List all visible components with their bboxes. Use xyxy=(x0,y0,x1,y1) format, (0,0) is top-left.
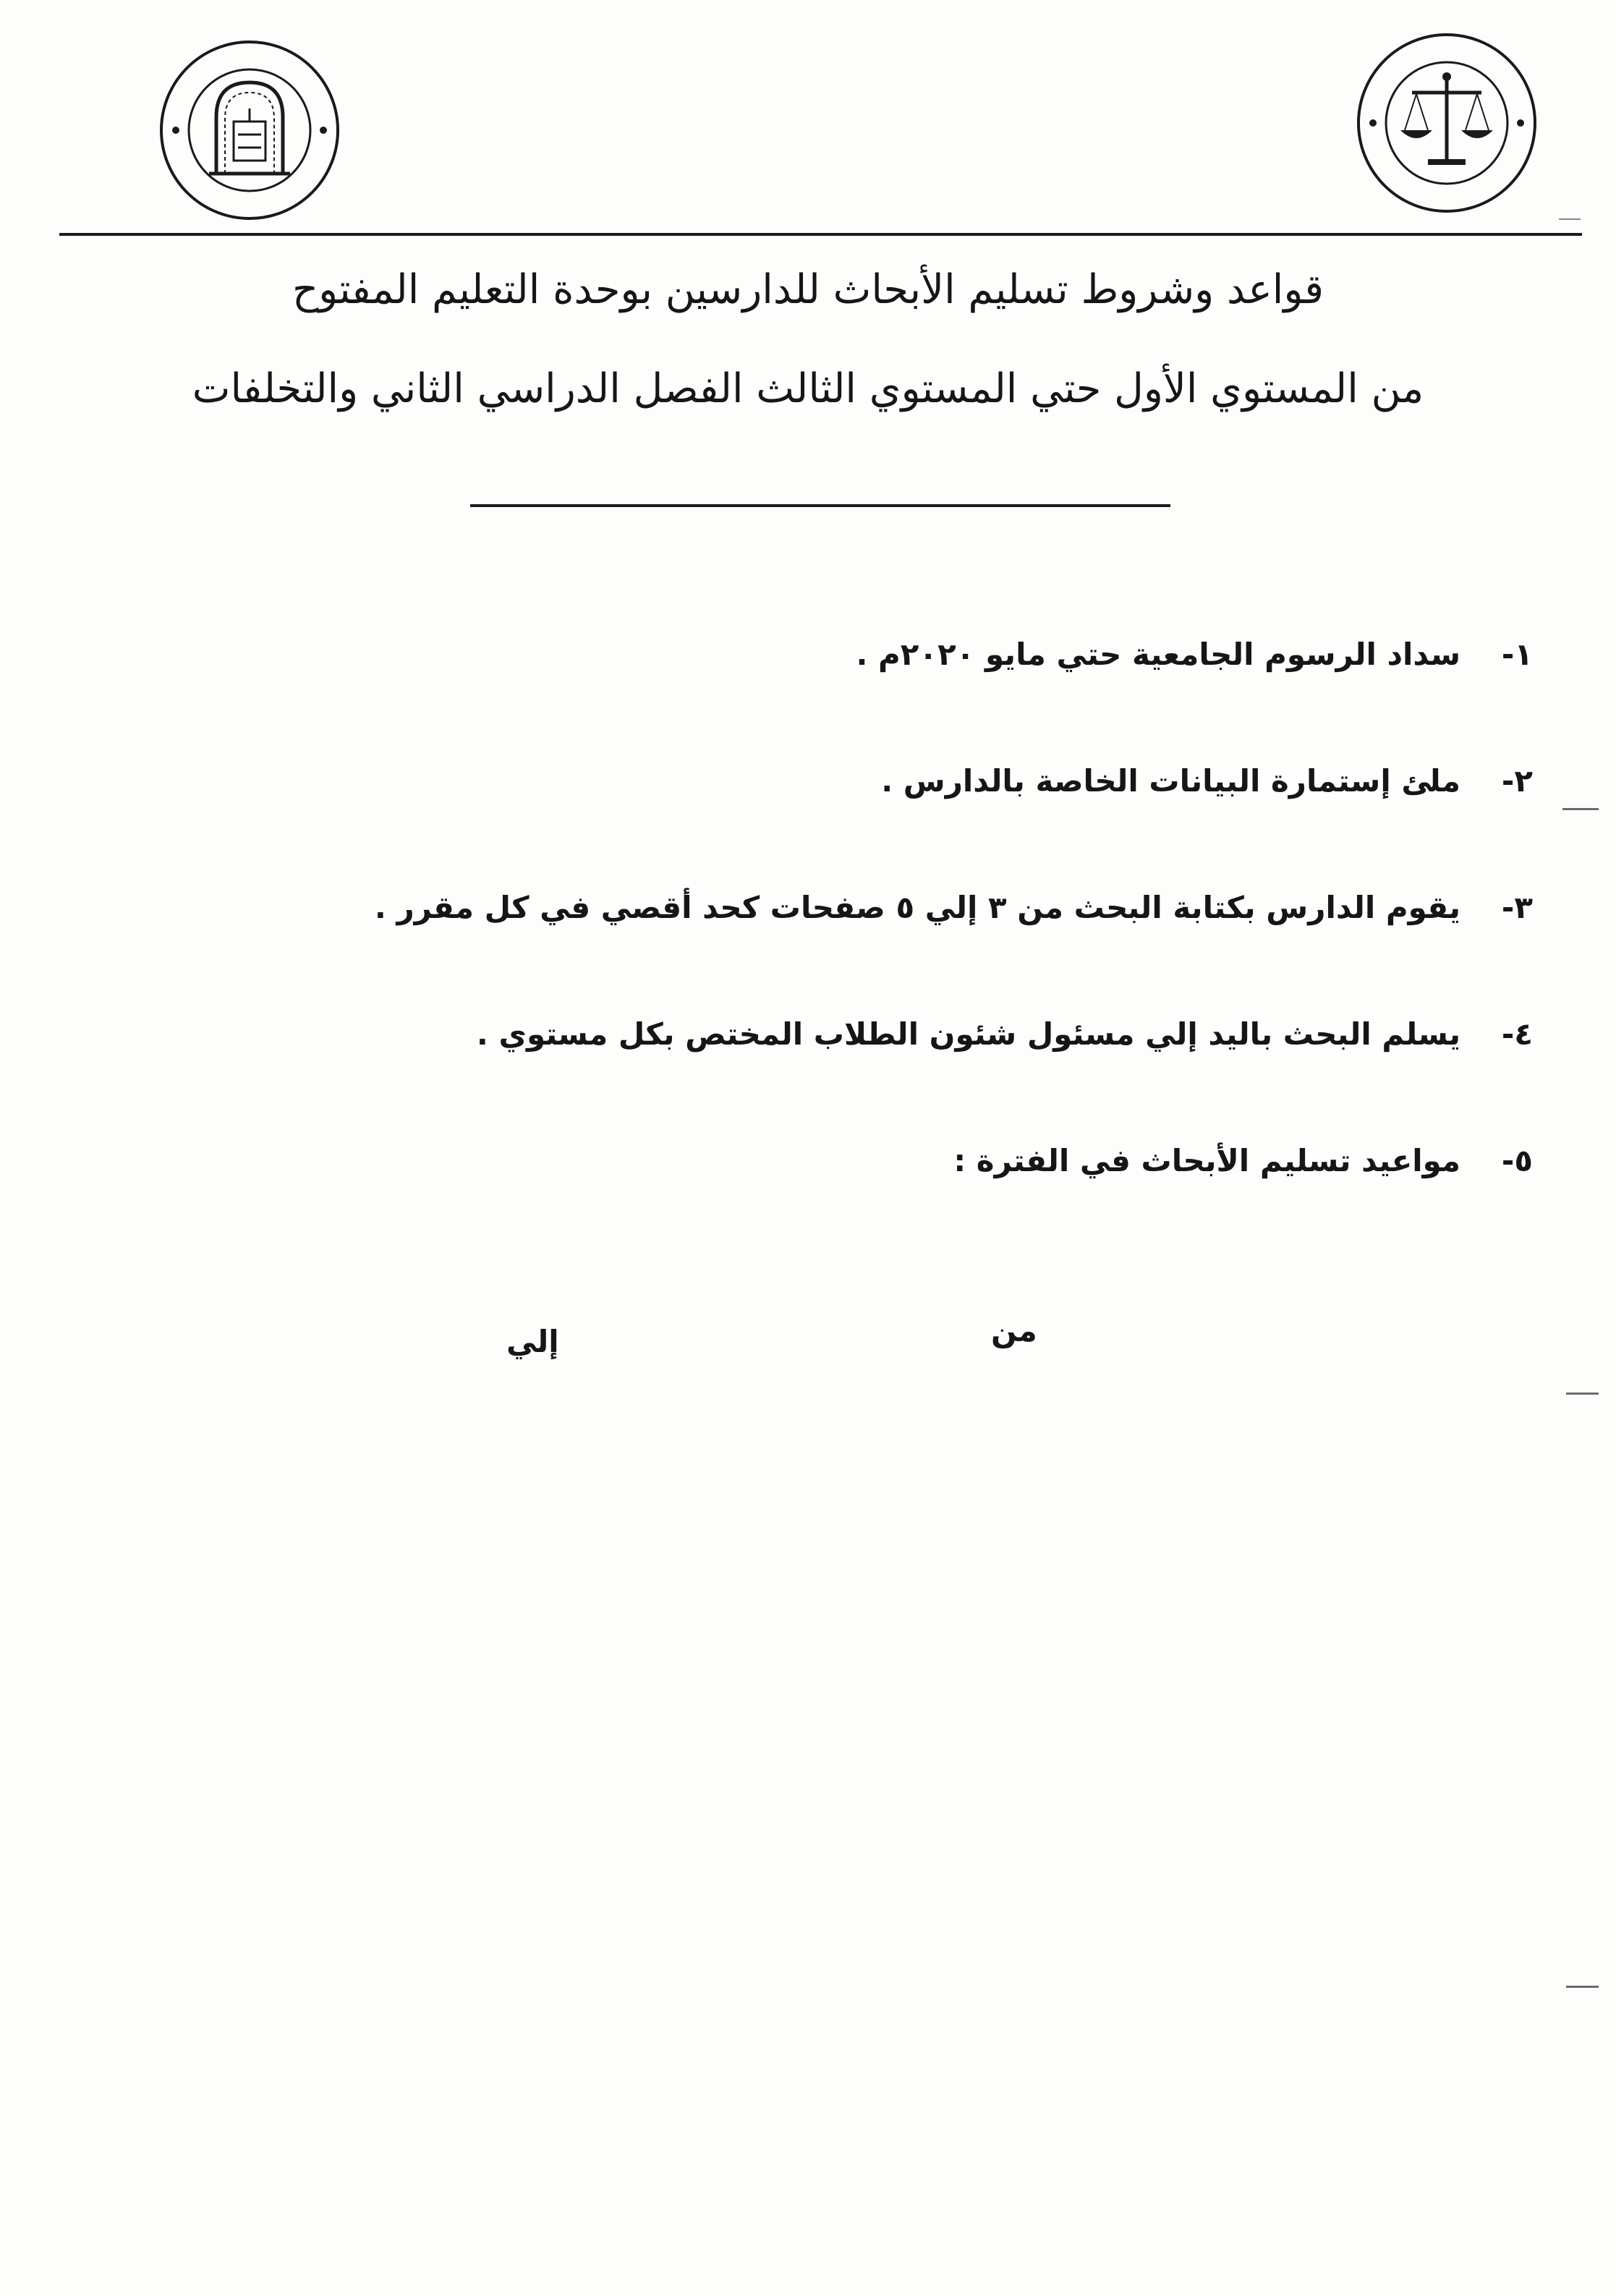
list-item xyxy=(303,1143,1533,1270)
item-text: مواعيد تسليم الأبحاث في الفترة : xyxy=(953,1143,1460,1178)
seal-law-faculty-student-affairs xyxy=(156,36,344,224)
conditions-list xyxy=(303,637,1533,1270)
margin-mark xyxy=(1566,1393,1599,1395)
item-number: ١- xyxy=(1501,637,1533,672)
item-text: يقوم الدارس بكتابة البحث من ٣ إلي ٥ صفحات كحد أقصي في كل مقرر . xyxy=(374,890,1460,925)
title-underline xyxy=(470,504,1170,507)
item-number: ٢- xyxy=(1501,763,1533,799)
margin-mark xyxy=(1559,218,1581,220)
item-number: ٥- xyxy=(1501,1143,1533,1178)
period-to-label: إلي xyxy=(506,1324,559,1359)
scales-of-justice-icon xyxy=(1353,29,1541,217)
list-item xyxy=(303,637,1533,763)
period-from-label: من xyxy=(991,1313,1037,1348)
document-title: قواعد وشروط تسليم الأبحاث للدارسين بوحدة التعليم المفتوح xyxy=(292,266,1324,313)
item-number: ٤- xyxy=(1501,1016,1533,1052)
university-gate-emblem-icon xyxy=(156,36,344,224)
seal-law-faculty-open-education xyxy=(1353,29,1541,217)
margin-mark xyxy=(1562,808,1599,810)
list-item xyxy=(303,763,1533,890)
document-subtitle: من المستوي الأول حتي المستوي الثالث الفصل الدراسي الثاني والتخلفات xyxy=(192,365,1424,412)
item-text: يسلم البحث باليد إلي مسئول شئون الطلاب المختص بكل مستوي . xyxy=(476,1016,1460,1052)
list-item xyxy=(303,890,1533,1016)
item-number: ٣- xyxy=(1501,890,1533,925)
item-text: ملئ إستمارة البيانات الخاصة بالدارس . xyxy=(881,763,1460,799)
margin-mark xyxy=(1566,1986,1599,1988)
item-text: سداد الرسوم الجامعية حتي مايو ٢٠٢٠م . xyxy=(856,637,1460,672)
list-item xyxy=(303,1016,1533,1143)
header-divider xyxy=(59,233,1582,236)
